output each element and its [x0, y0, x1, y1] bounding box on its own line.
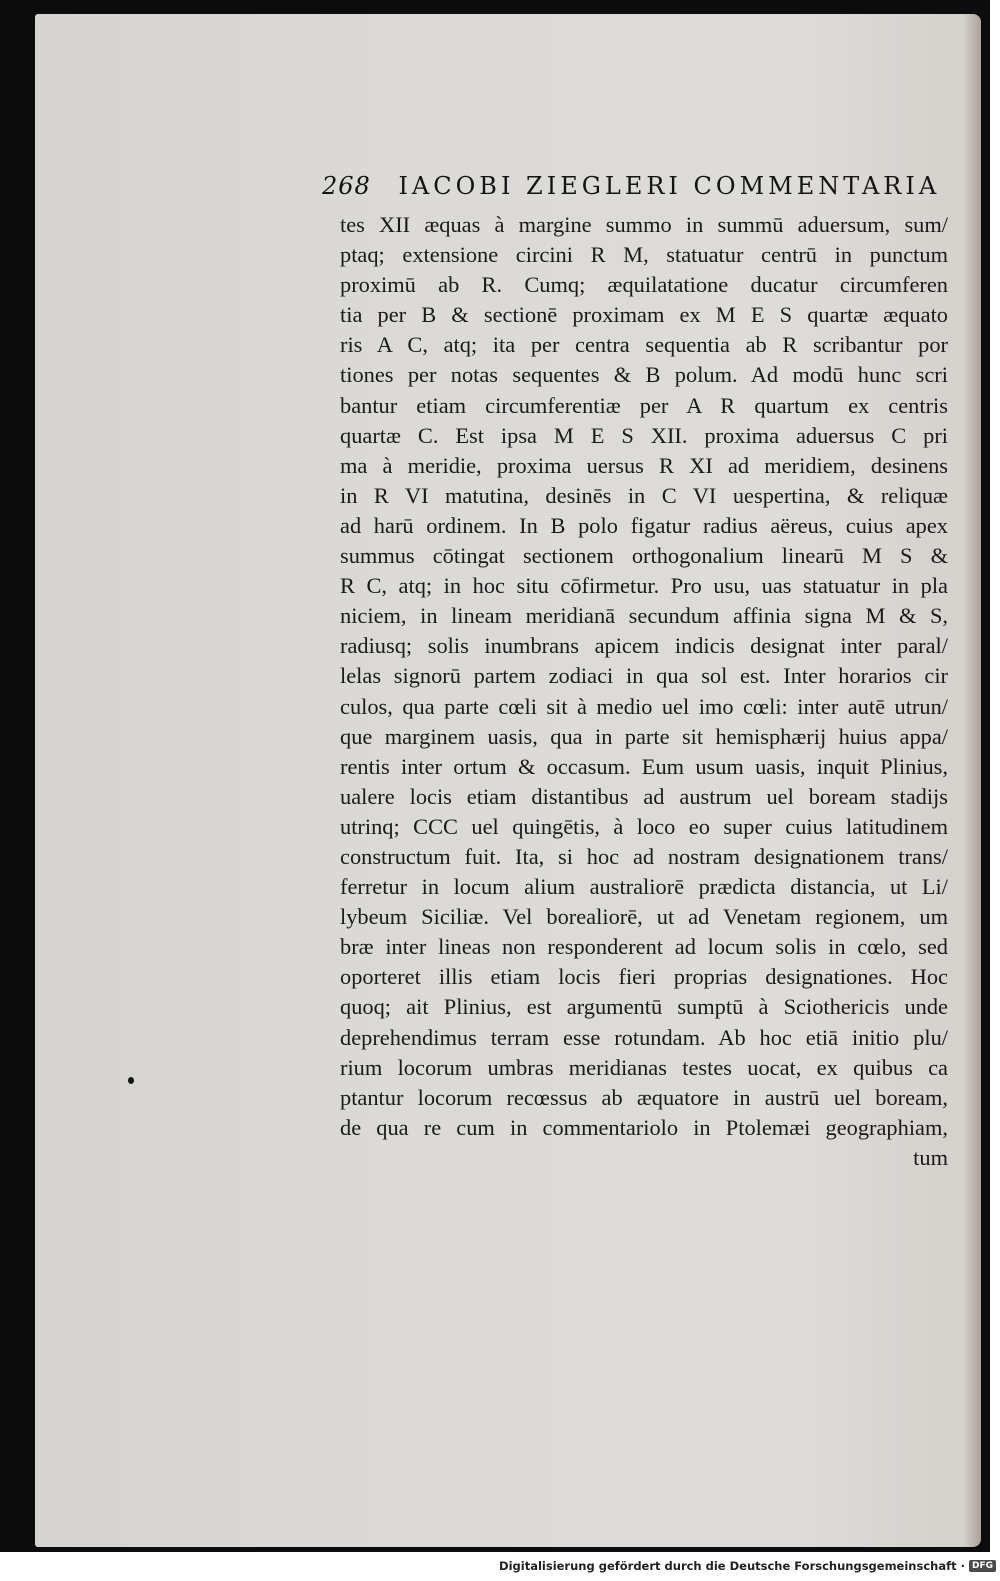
text-line: proximū ab R. Cumq; æquilatatione ducatur circumferen: [340, 272, 948, 298]
dfg-logo: DFG: [969, 1560, 996, 1572]
text-line: culos, qua parte cœli sit à medio uel imo cœli: inter autē utrun/: [340, 693, 948, 719]
text-line: tiones per notas sequentes & B polum. Ad modū hunc scri: [340, 362, 948, 388]
text-line: in R VI matutina, desinēs in C VI uespertina, & reliquæ: [340, 482, 948, 508]
text-line: de qua re cum in commentariolo in Ptolemæi geographiam,: [340, 1114, 948, 1140]
text-line: ualere locis etiam distantibus ad austrum uel boream stadijs: [340, 783, 948, 809]
text-line: quoq; ait Plinius, est argumentū sumptū à Sciothericis unde: [340, 994, 948, 1020]
text-line: deprehendimus terram esse rotundam. Ab hoc etiā initio plu/: [340, 1024, 948, 1050]
text-line: lybeum Siciliæ. Vel borealiorē, ut ad Venetam regionem, um: [340, 904, 948, 930]
text-line: quartæ C. Est ipsa M E S XII. proxima aduersus C pri: [340, 422, 948, 448]
text-line: que marginem uasis, qua in parte sit hemisphærij huius appa/: [340, 723, 948, 749]
body-text-block: [340, 210, 948, 1173]
text-line: ma à meridie, proxima uersus R XI ad meridiem, desinens: [340, 452, 948, 478]
text-line: utrinq; CCC uel quingētis, à loco eo super cuius latitudinem: [340, 813, 948, 839]
text-line: tia per B & sectionē proximam ex M E S quartæ æquato: [340, 302, 948, 328]
page-edge-shadow: [963, 14, 981, 1547]
text-line: summus cōtingat sectionem orthogonalium linearū M S &: [340, 543, 948, 569]
text-line: bantur etiam circumferentiæ per A R quartum ex centris: [340, 392, 948, 418]
page-number: 268: [322, 172, 371, 200]
ink-speck: [128, 1077, 134, 1084]
text-line: constructum fuit. Ita, si hoc ad nostram designationem trans/: [340, 843, 948, 869]
text-line: tes XII æquas à margine summo in summū aduersum, sum/: [340, 212, 948, 237]
text-line: lelas signorū partem zodiaci in qua sol est. Inter horarios cir: [340, 663, 948, 689]
text-line: oporteret illis etiam locis fieri proprias designationes. Hoc: [340, 964, 948, 990]
running-title: IACOBI ZIEGLERI COMMENTARIA: [398, 172, 941, 200]
text-line: tum: [913, 1144, 948, 1170]
text-line: ptaq; extensione circini R M, statuatur centrū in punctum: [340, 242, 948, 268]
text-line: R C, atq; in hoc situ cōfirmetur. Pro usu, uas statuatur in pla: [340, 573, 948, 599]
text-line: ptantur locorum recœssus ab æquatore in austrū uel boream,: [340, 1084, 948, 1110]
text-line: ferretur in locum alium australiorē prædicta distancia, ut Li/: [340, 874, 948, 900]
text-line: radiusq; solis inumbrans apicem indicis designat inter paral/: [340, 633, 948, 659]
text-line: niciem, in lineam meridianā secundum affinia signa M & S,: [340, 603, 948, 629]
funding-note: Digitalisierung gefördert durch die Deutsche Forschungsgemeinschaft ·: [499, 1559, 965, 1573]
text-line: rium locorum umbras meridianas testes uocat, ex quibus ca: [340, 1054, 948, 1080]
page-header: [322, 172, 942, 208]
text-line: bræ inter lineas non responderent ad locum solis in cœlo, sed: [340, 934, 948, 960]
text-line: ris A C, atq; ita per centra sequentia ab R scribantur por: [340, 332, 948, 358]
footer-credit: [499, 1555, 996, 1577]
text-line: ad harū ordinem. In B polo figatur radius aëreus, cuius apex: [340, 512, 948, 538]
text-line: rentis inter ortum & occasum. Eum usum uasis, inquit Plinius,: [340, 753, 948, 779]
